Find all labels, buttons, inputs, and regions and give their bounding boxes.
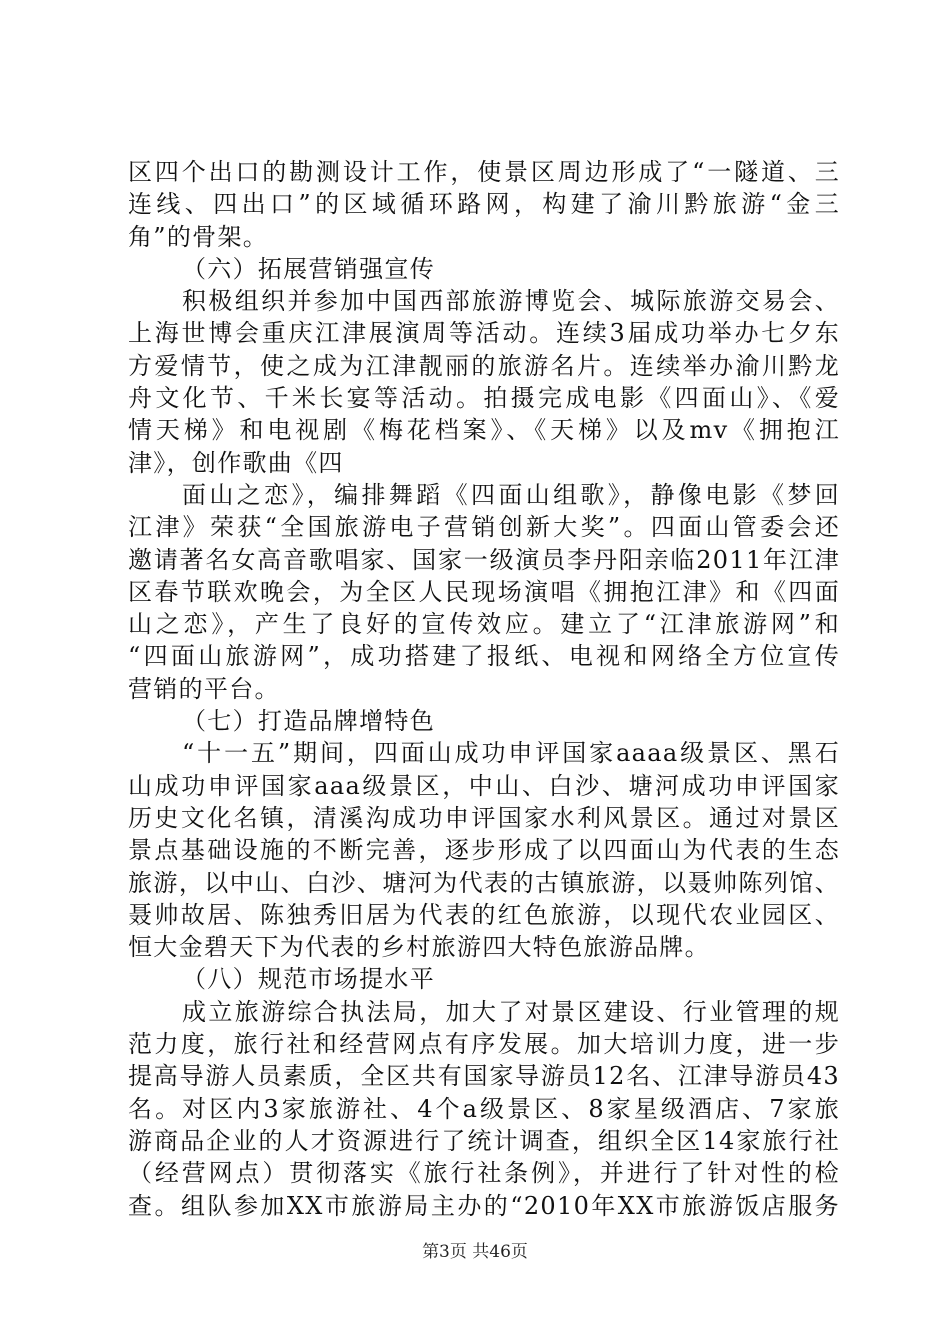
text-line: 方爱情节，使之成为江津靓丽的旅游名片。连续举办渝川黔龙: [128, 351, 840, 380]
text-line: 津》，创作歌曲《四: [128, 448, 344, 477]
text-line: 连线、四出口”的区域循环路网，构建了渝川黔旅游“金三: [128, 190, 840, 219]
text-line: 景点基础设施的不断完善，逐步形成了以四面山为代表的生态: [128, 836, 840, 865]
text-line: “四面山旅游网”，成功搭建了报纸、电视和网络全方位宣传: [128, 642, 840, 671]
text-line: 聂帅故居、陈独秀旧居为代表的红色旅游，以现代农业园区、: [128, 900, 840, 929]
section-heading: （七）打造品牌增特色: [182, 707, 435, 736]
text-line: 积极组织并参加中国西部旅游博览会、城际旅游交易会、: [182, 287, 840, 316]
section-heading: （八）规范市场提水平: [182, 965, 435, 994]
text-line: 历史文化名镇，清溪沟成功申评国家水利风景区。通过对景区: [128, 803, 840, 832]
text-line: 游商品企业的人才资源进行了统计调查，组织全区14家旅行社: [128, 1126, 840, 1155]
text-line: 山成功申评国家aaa级景区，中山、白沙、塘河成功申评国家: [128, 771, 840, 800]
text-line: 上海世博会重庆江津展演周等活动。连续3届成功举办七夕东: [128, 319, 840, 348]
document-body: [128, 156, 840, 1222]
text-line: 提高导游人员素质，全区共有国家导游员12名、江津导游员43: [128, 1062, 840, 1091]
text-line: 舟文化节、千米长宴等活动。拍摄完成电影《四面山》、《爱: [128, 384, 840, 413]
text-line: 旅游，以中山、白沙、塘河为代表的古镇旅游，以聂帅陈列馆、: [128, 868, 840, 897]
text-line: 营销的平台。: [128, 674, 280, 703]
text-line: 面山之恋》，编排舞蹈《四面山组歌》，静像电影《梦回: [182, 480, 840, 509]
text-line: 邀请著名女高音歌唱家、国家一级演员李丹阳亲临2011年江津: [128, 545, 840, 574]
text-line: 区四个出口的勘测设计工作，使景区周边形成了“一隧道、三: [128, 158, 840, 186]
page-number: 第3页 共46页: [422, 1242, 528, 1262]
text-line: 名。对区内3家旅游社、4个a级景区、8家星级酒店、7家旅: [128, 1094, 840, 1123]
text-line: 范力度，旅行社和经营网点有序发展。加大培训力度，进一步: [128, 1030, 840, 1059]
text-line: 恒大金碧天下为代表的乡村旅游四大特色旅游品牌。: [128, 933, 710, 962]
text-line: 山之恋》，产生了良好的宣传效应。建立了“江津旅游网”和: [128, 610, 840, 639]
text-line: （经营网点）贯彻落实《旅行社条例》，并进行了针对性的检: [128, 1159, 840, 1188]
text-line: “十一五”期间，四面山成功申评国家aaaa级景区、黑石: [182, 739, 840, 768]
page-footer: [0, 1240, 950, 1264]
text-line: 查。组队参加XX市旅游局主办的“2010年XX市旅游饭店服务: [128, 1191, 840, 1220]
section-heading: （六）拓展营销强宣传: [182, 254, 435, 283]
text-line: 情天梯》和电视剧《梅花档案》、《天梯》以及mv《拥抱江: [128, 416, 840, 445]
text-line: 成立旅游综合执法局，加大了对景区建设、行业管理的规: [182, 997, 840, 1026]
text-line: 区春节联欢晚会，为全区人民现场演唱《拥抱江津》和《四面: [128, 577, 840, 606]
text-line: 角”的骨架。: [128, 222, 269, 251]
text-line: 江津》荣获“全国旅游电子营销创新大奖”。四面山管委会还: [128, 513, 840, 542]
